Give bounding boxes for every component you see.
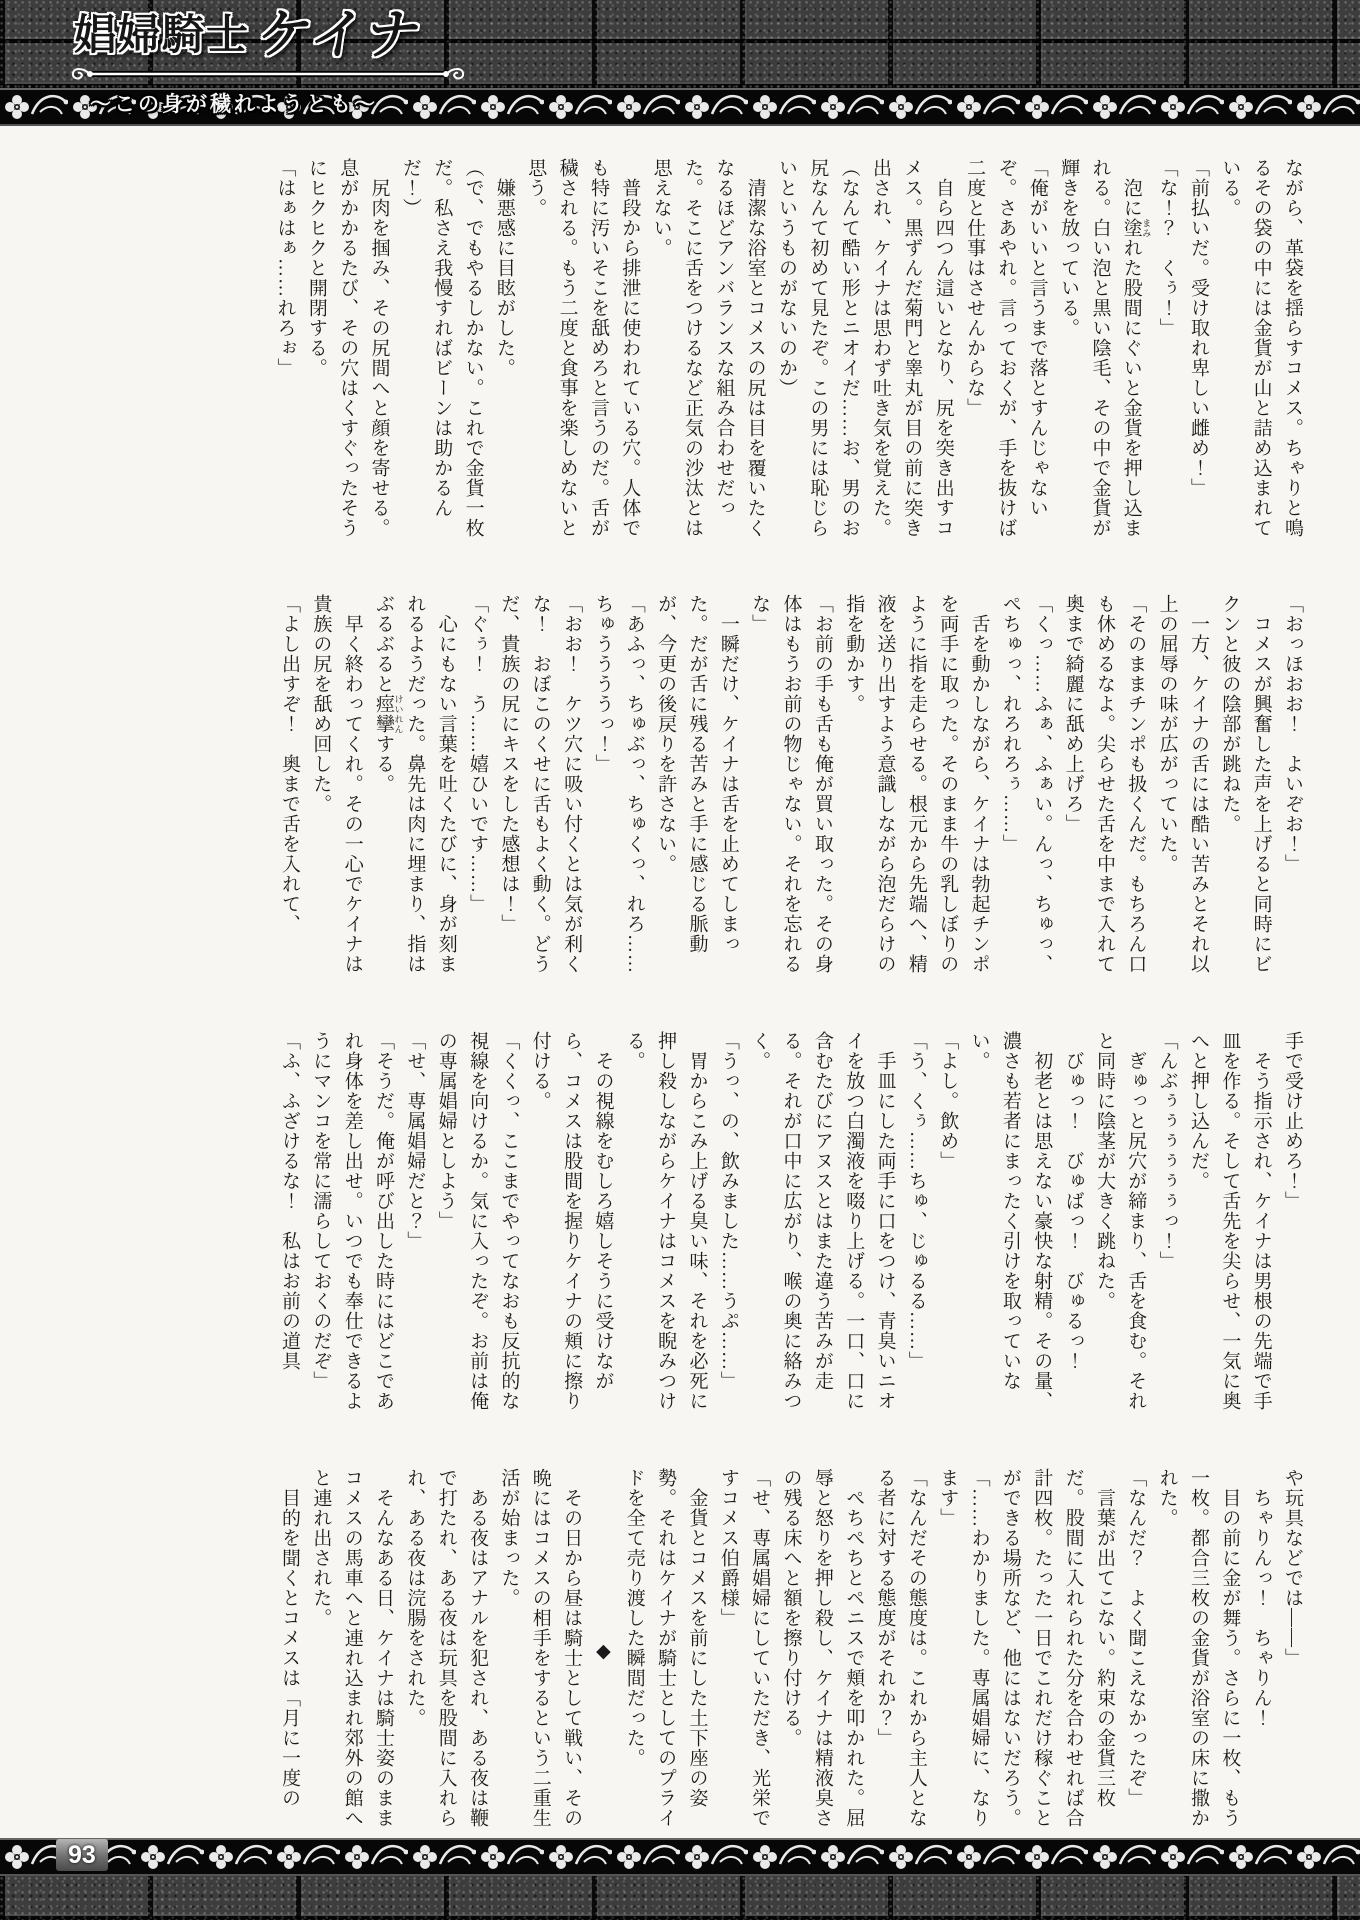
title-plaque (74, 5, 554, 118)
paragraph: 「よし出すぞ！ 奥まで舌を入れて、 (279, 594, 300, 934)
paragraph: その日から昼は騎士として戦い、その晩にはコメスの相手をするという二重生活が始まった。 (498, 1468, 583, 1828)
paragraph: 自ら四つん這いとなり、尻を突き出すコメス。黒ずんだ菊門と睾丸が目の前に突き出され、ケイナは思わず吐き気を覚えた。 (870, 158, 954, 538)
paragraph: 「ぐぅ！ う……嬉ひいです……」 (467, 594, 489, 914)
paragraph: ぺちぺちとペニスで頬を叩かれた。屈辱と怒りを押し殺し、ケイナは精液臭さの残る床へと額を擦り付ける。 (780, 1468, 865, 1828)
paragraph: 「あふっ、ちゅぶっ、ちゅくっ、れろ……ちゅううううっ！」 (592, 594, 645, 974)
paragraph: 金貨とコメスを前にした土下座の姿勢。それはケイナが騎士としてのプライドを全て売り渡した瞬間だった。 (623, 1468, 708, 1828)
paragraph: 「お前の手も舌も俺が買い取った。その身体はもうお前の物じゃない。それを忘れるな」 (749, 594, 833, 974)
paragraph: 心にもない言葉を吐くたびに、身が刻まれるようだった。鼻先は肉に埋まり、指はぶるぶると痙攣 けいれんする。 (373, 594, 457, 974)
paragraph: コメスが興奮した声を上げると同時にビクンと彼の陰部が跳ねた。 (1219, 594, 1272, 974)
paragraph: 「前払いだ。受け取れ卑しい雌め！」 (1187, 158, 1209, 498)
floral-ornament-icon (0, 1840, 1360, 1874)
paragraph: 「おお！ ケツ穴に吸い付くとは気が利くな！ おぼこのくせに舌もよく動く。どうだ、貴族の尻にキスをした感想は！」 (498, 594, 583, 974)
section-divider: ◆ (592, 1639, 614, 1663)
paragraph: （で、でもやるしかない。これで金貨一枚だ。私さえ我慢すればビーンは助かるんだ！） (399, 158, 484, 538)
book-title-name: ケイナ (253, 5, 427, 65)
paragraph: 「せ、専属娼婦だと？」 (404, 1031, 426, 1251)
text-band-3 (50, 1031, 1308, 1423)
paragraph: その視線をむしろ嬉しそうに受けながら、コメスは股間を握りケイナの頬に擦り付ける。 (529, 1031, 614, 1411)
paragraph: 目の前に金が舞う。さらに一枚、もう一枚。都合三枚の金貨が浴室の床に撒かれた。 (1156, 1468, 1241, 1828)
paragraph: 「な！？ くぅ！」 (1156, 158, 1178, 338)
paragraph: ながら、革袋を揺らすコメス。ちゃりと鳴るその袋の中には金貨が山と詰め込まれている。 (1219, 158, 1303, 538)
paragraph: や玩具などでは――」 (1282, 1468, 1303, 1668)
paragraph: 目的を聞くとコメスは「月に一度の (279, 1468, 300, 1808)
paragraph: 「んぶぅぅぅぅぅぅっ！」 (1156, 1031, 1178, 1271)
paragraph: 普段から排泄に使われている穴。人体でも特に汚いそこを舐めろと言うのだ。舌が穢される。もう二度と食事を楽しめないと思う。 (525, 158, 641, 538)
paragraph: 「ふ、ふざけるな！ 私はお前の道具 (279, 1031, 300, 1371)
paragraph: 清潔な浴室とコメスの尻は目を覆いたくなるほどアンバランスな組み合わせだった。そこに舌をつけるなど正気の沙汰とは思えない。 (650, 158, 766, 538)
paragraph: 「なんだその態度は。これから主人となる者に対する態度がそれか？」 (874, 1468, 927, 1828)
paragraph: 「う、くぅ……ちゅ、じゅるる……」 (905, 1031, 927, 1371)
book-title-main: 娼婦騎士 (74, 13, 251, 59)
paragraph: 一方、ケイナの舌には酷い苦みとそれ以上の屈辱の味が広がっていた。 (1156, 594, 1209, 974)
paragraph: 「せ、専属娼婦にしていただき、光栄ですコメス伯爵様」 (717, 1468, 771, 1828)
paragraph: 「俺がいいと言うまで落とすんじゃないぞ。さあやれ。言っておくが、手を抜けば二度と仕事はさせんからな」 (964, 158, 1048, 538)
paragraph: 舌を動かしながら、ケイナは勃起チンポを両手に取った。そのまま牛の乳しぼりのように指を走らせる。根元から先端へ、精液を送り出すよう意識しながら泡だらけの指を動かす。 (843, 594, 990, 974)
paragraph: ぎゅっと尻穴が締まり、舌を食む。それと同時に陰茎が大きく跳ねた。 (1093, 1031, 1147, 1411)
book-title (74, 5, 554, 65)
paragraph: 一瞬だけ、ケイナは舌を止めてしまった。だが舌に残る苦みと手に感じる脈動が、今更の後戻りを許さない。 (655, 594, 739, 954)
paragraph: 「おっほおお！ よいぞお！」 (1282, 594, 1303, 874)
paragraph: 泡に塗 まみれた股間にぐいと金貨を押し込まれる。白い泡と黒い陰毛、その中で金貨が輝きを放っている。 (1058, 158, 1152, 538)
paragraph: 「よし。飲め」 (937, 1031, 959, 1171)
title-divider-flourish-icon (68, 65, 554, 88)
paragraph: 初老とは思えない豪快な射精。その量、濃さも若者にまったく引けを取っていない。 (968, 1031, 1053, 1411)
paragraph: （なんて酷い形とニオイだ……お、男のお尻なんて初めて見たぞ。この男には恥じらいというものがないのか） (776, 158, 860, 538)
paragraph: 「そのままチンポも扱くんだ。もちろん口も休めるなよ。尖らせた舌を中まで入れて奥まで綺麗に舐め上げろ」 (1062, 594, 1147, 974)
paragraph: そんなある日、ケイナは騎士姿のままコメスの馬車へと連れ込まれ郊外の館へと連れ出された。 (310, 1468, 395, 1828)
page-footer (0, 1876, 1360, 1920)
text-band-2 (50, 594, 1308, 986)
ornament-border-bottom (0, 1838, 1360, 1876)
paragraph: 胃からこみ上げる臭い味、それを必死に押し殺しながらケイナはコメスを睨みつける。 (623, 1031, 708, 1411)
paragraph: 手皿にした両手に口をつけ、青臭いニオイを放つ白濁液を啜り上げる。一口、口に含むたびにアヌスとはまた違う苦みが走る。それが口中に広がり、喉の奥に絡みつく。 (749, 1031, 896, 1411)
paragraph: 「なんだ？ よく聞こえなかったぞ」 (1125, 1468, 1147, 1808)
book-subtitle: 〜この身が穢れようとも〜 (90, 92, 378, 116)
paragraph: 「……わかりました。専属娼婦に、なります」 (937, 1468, 990, 1828)
paragraph: 「くっ……ふぁ、ふぁい。んっ、ちゅっ、ぺちゅっ、れろれろぅ……」 (999, 594, 1053, 974)
paragraph: 「うっ、の、飲みました……うぷ……」 (717, 1031, 739, 1391)
paragraph: 手で受け止めろ！」 (1282, 1031, 1303, 1211)
paragraph: びゅっ！ びゅばっ！ びゅるっ！ (1062, 1031, 1084, 1371)
paragraph: 「くくっ、ここまでやってなおも反抗的な視線を向けるか。気に入ったぞ。お前は俺の専属娼婦としよう」 (435, 1031, 520, 1411)
paragraph: 尻肉を掴み、その尻間へと顔を寄せる。息がかかるたび、その穴はくすぐったそうにヒクヒクと開閉する。 (305, 158, 390, 538)
paragraph: 「はぁはぁ……れろぉ」 (274, 158, 296, 378)
paragraph: 「そうだ。俺が呼び出した時にはどこであれ身体を差し出せ。いつでも奉仕できるようにマンコを常に濡らしておくのだぞ」 (310, 1031, 395, 1411)
text-band-1 (50, 158, 1308, 550)
paragraph: 嫌悪感に目眩がした。 (493, 158, 515, 378)
paragraph: 言葉が出てこない。約束の金貨三枚だ。股間に入れられた分を合わせれば合計四枚。たった一日でこれだけ稼ぐことができる場所など、他にはないだろう。 (999, 1468, 1115, 1828)
paragraph: 早く終わってくれ。その一心でケイナは貴族の尻を舐め回した。 (310, 594, 363, 974)
paragraph: ちゃりんっ！ ちゃりん！ (1250, 1468, 1272, 1728)
paragraph: ある夜はアナルを犯され、ある夜は鞭で打たれ、ある夜は玩具を股間に入れられ、ある夜は浣腸をされた。 (404, 1468, 489, 1828)
text-band-4 (50, 1468, 1308, 1834)
paragraph: そう指示され、ケイナは男根の先端で手皿を作る。そして舌先を尖らせ、一気に奥へと押し込んだ。 (1187, 1031, 1272, 1411)
page-number: 93 (56, 1839, 108, 1871)
